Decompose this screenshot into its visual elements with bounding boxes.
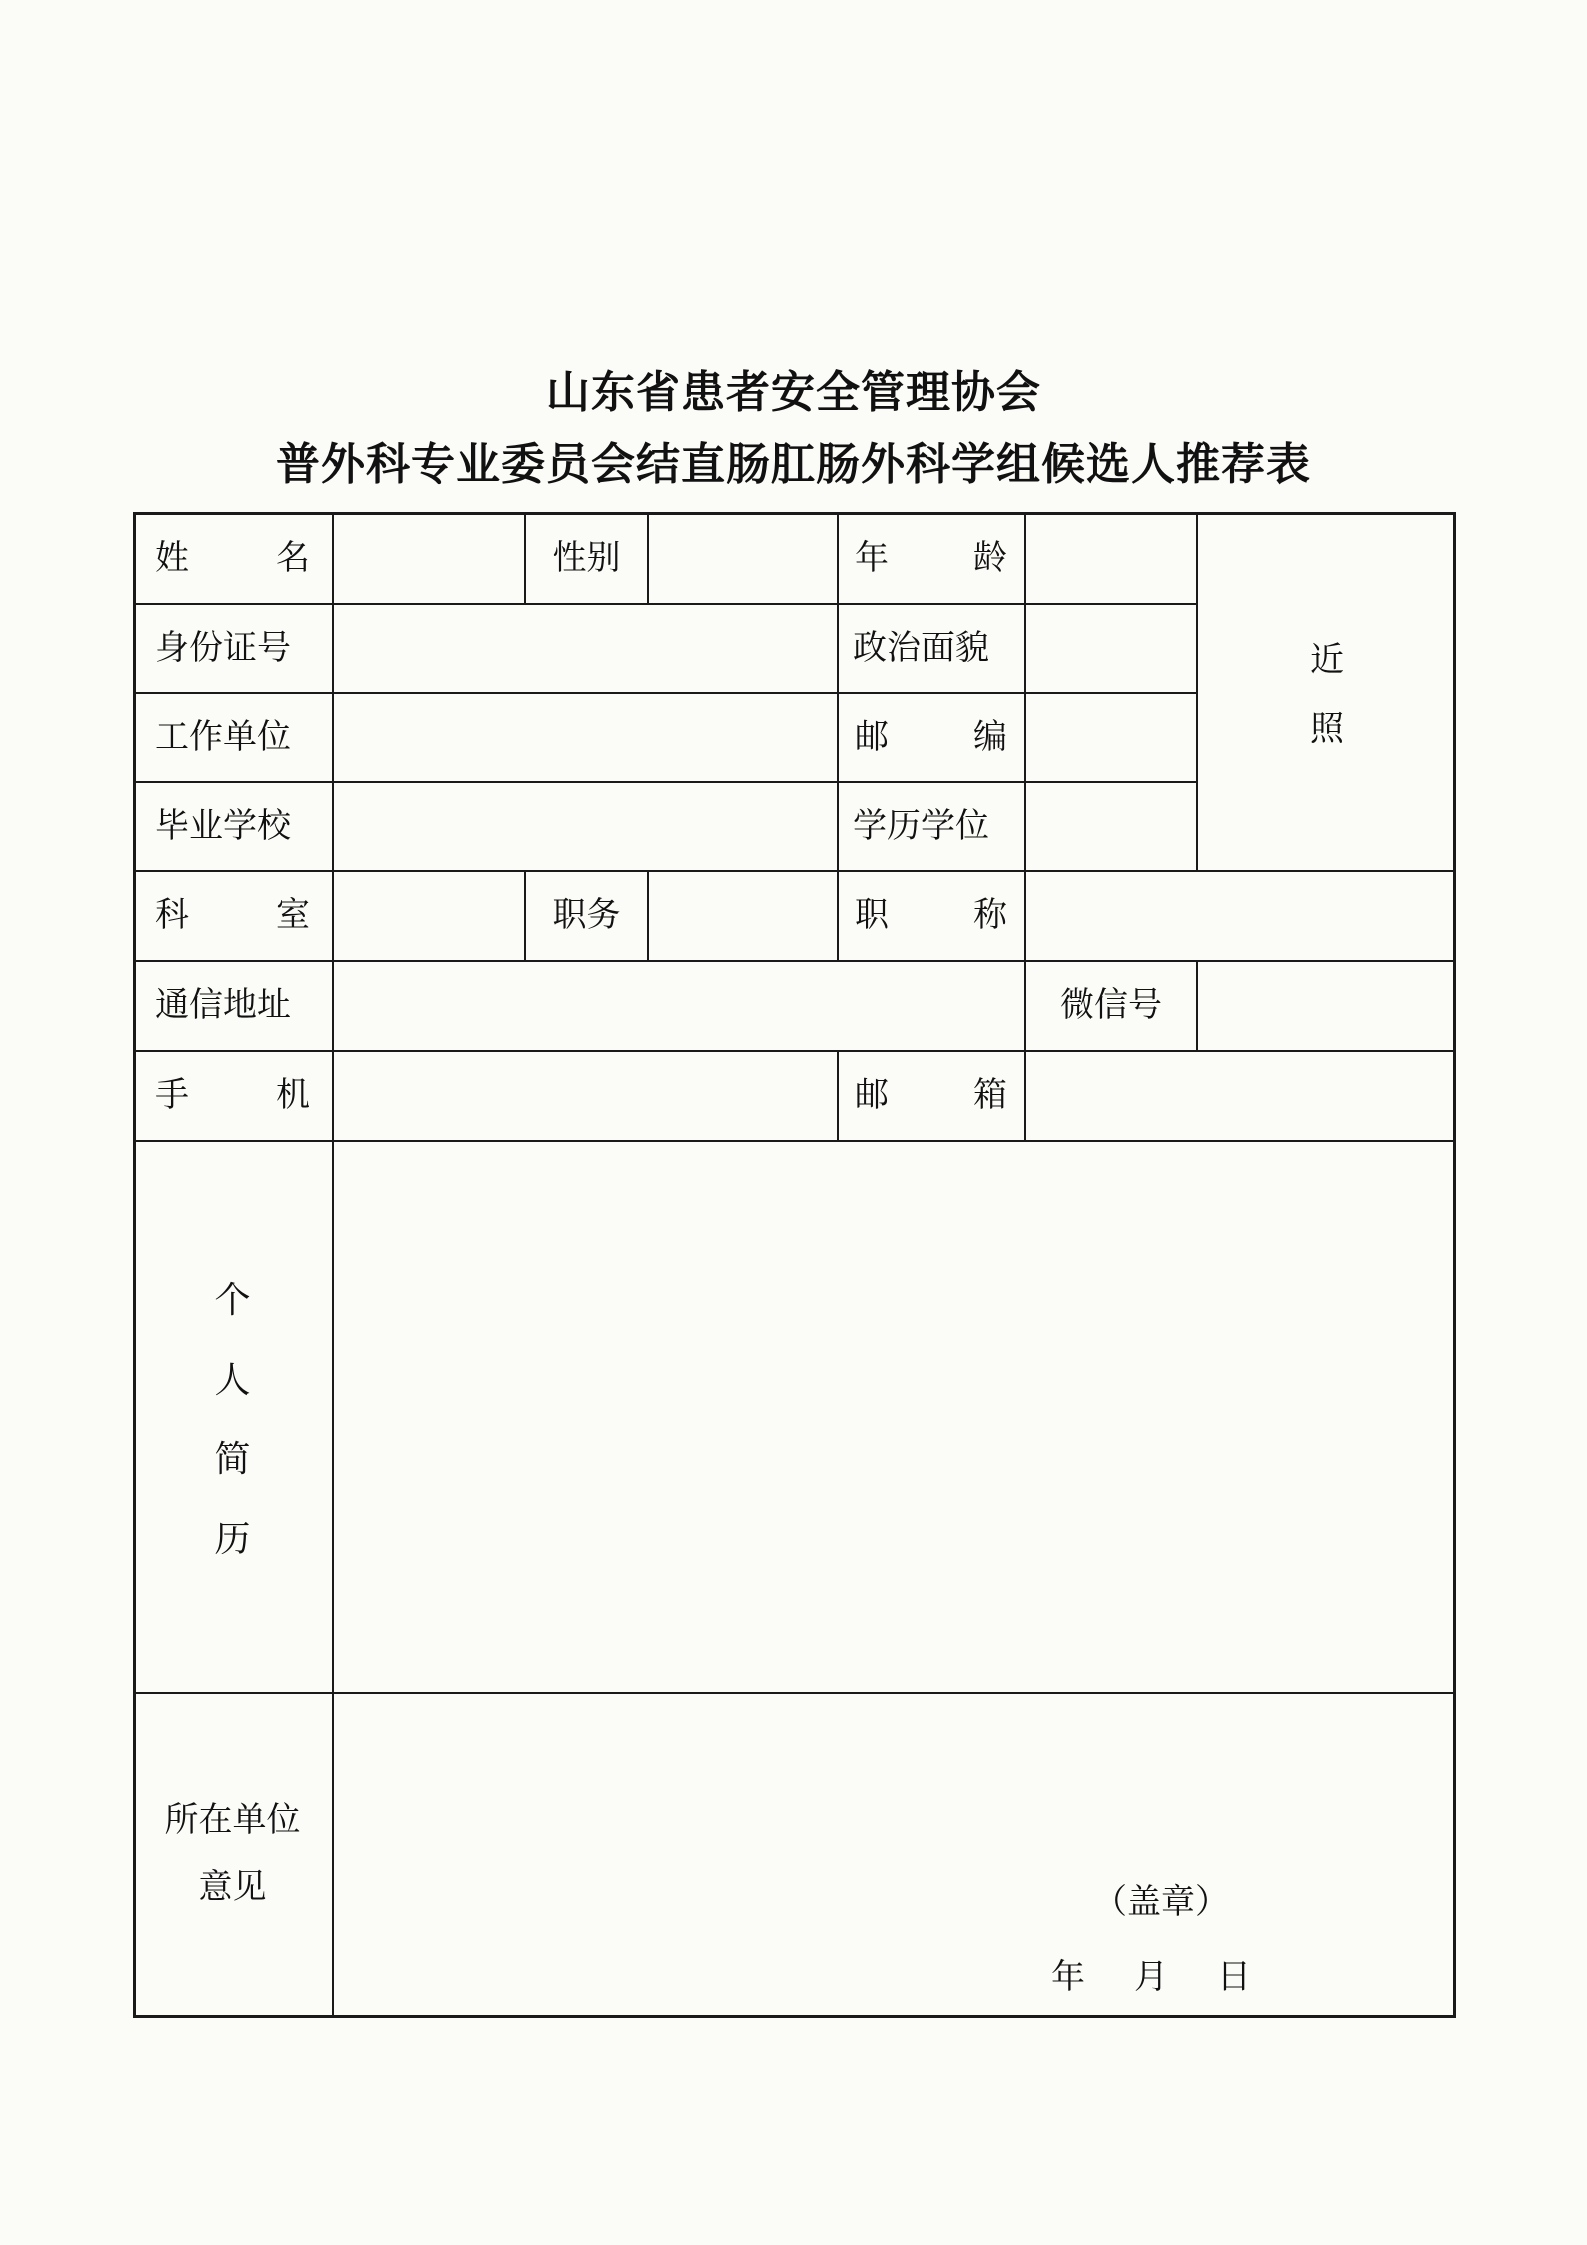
label-email: 邮 箱: [855, 1075, 1007, 1115]
title-field[interactable]: [1026, 870, 1456, 960]
label-age: 年 龄: [855, 537, 1007, 578]
col-divider: [837, 1050, 839, 1140]
work-unit-field[interactable]: [334, 692, 837, 781]
label-name: 姓 名: [155, 537, 310, 578]
document-title-line1: 山东省患者安全管理协会: [546, 367, 1041, 418]
gender-field[interactable]: [649, 512, 837, 603]
email-field[interactable]: [1026, 1050, 1456, 1140]
education-degree-field[interactable]: [1026, 781, 1196, 870]
label-id-number: 身份证号: [155, 627, 291, 668]
label-education-degree: 学历学位: [853, 805, 989, 846]
position-field[interactable]: [649, 870, 837, 960]
col-divider: [837, 512, 839, 960]
label-political-status: 政治面貌: [853, 627, 989, 668]
graduate-school-field[interactable]: [334, 781, 837, 870]
unit-opinion-field[interactable]: [334, 1694, 1456, 2018]
label-position: 职务: [552, 895, 621, 935]
recommendation-form: [133, 512, 1456, 2018]
label-department: 科 室: [155, 895, 310, 935]
name-field[interactable]: [334, 512, 524, 603]
wechat-field[interactable]: [1198, 960, 1456, 1050]
label-gender: 性别: [552, 537, 621, 578]
age-field[interactable]: [1026, 512, 1196, 603]
label-work-unit: 工作单位: [155, 716, 291, 757]
label-resume: 个 人 简 历: [214, 1280, 251, 1560]
label-mobile: 手 机: [155, 1075, 310, 1115]
postcode-field[interactable]: [1026, 692, 1196, 781]
resume-field[interactable]: [334, 1142, 1456, 1692]
department-field[interactable]: [334, 870, 524, 960]
photo-box[interactable]: [1198, 632, 1456, 750]
photo-label-1: 近: [1310, 640, 1344, 680]
label-unit-opinion: 所在单位 意见: [164, 1800, 301, 1907]
label-address: 通信地址: [155, 985, 291, 1025]
label-graduate-school: 毕业学校: [155, 805, 291, 846]
mobile-field[interactable]: [334, 1050, 837, 1140]
address-field[interactable]: [334, 960, 1024, 1050]
label-wechat: 微信号: [1060, 985, 1162, 1025]
date-line: 年 月 日: [1051, 1957, 1251, 1997]
id-number-field[interactable]: [334, 603, 837, 692]
label-title: 职 称: [855, 895, 1007, 935]
document-title-line2: 普外科专业委员会结直肠肛肠外科学组候选人推荐表: [276, 439, 1311, 490]
political-status-field[interactable]: [1026, 603, 1196, 692]
label-postcode: 邮 编: [855, 716, 1007, 757]
photo-label-2: 照: [1310, 709, 1344, 749]
seal-label: （盖章）: [1093, 1882, 1229, 1922]
